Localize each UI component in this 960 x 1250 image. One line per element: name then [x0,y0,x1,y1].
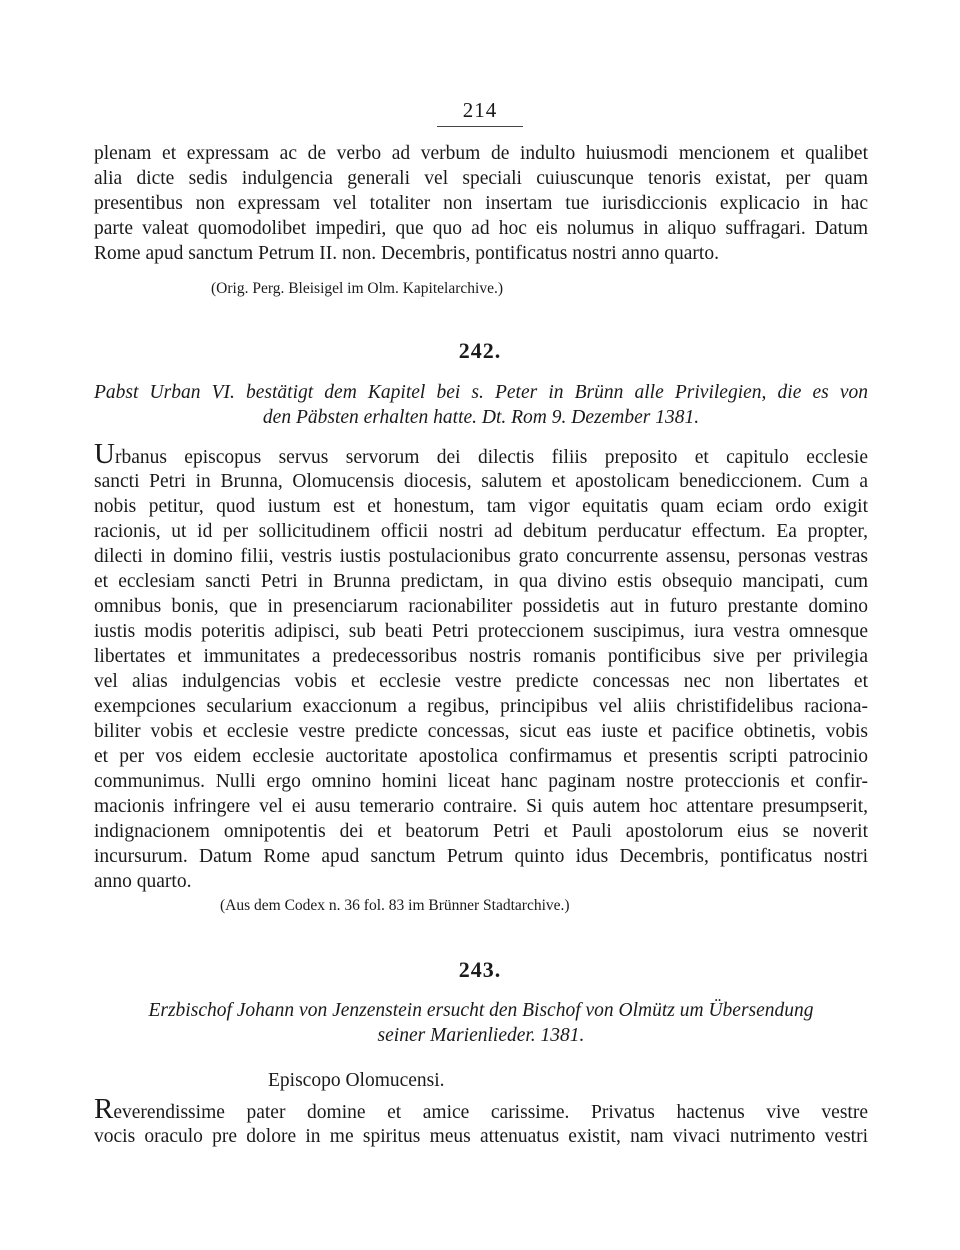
heading-line: Erzbischof Johann von Jenzenstein ersucht den Bischof von Olmütz um Übersendung [148,1000,814,1021]
text-line: presentibus non expressam vel totaliter non insertam tue iurisdiccionis explicacio in hac [94,193,868,214]
intro-source-note: (Orig. Perg. Bleisigel im Olm. Kapitelarchive.) [211,280,503,297]
document-body-243 [94,1093,868,1149]
text-line: exempciones secularium exaccionum a regibus, principibus vel aliis christifidelibus raciona- [94,696,868,717]
text-line: et per vos eidem ecclesie auctoritate apostolica confirmamus et presentis scripti patrocinio [94,746,868,767]
text-line: Rome apud sanctum Petrum II. non. Decembris, pontificatus nostri anno quarto. [94,243,719,264]
letter-address: Episcopo Olomucensi. [268,1070,445,1091]
text-line: plenam et expressam ac de verbo ad verbum de indulto huiusmodi mencionem et qualibet [94,143,868,164]
text-line: incursurum. Datum Rome apud sanctum Petrum quinto idus Decembris, pontificatus nostri [94,846,868,867]
heading-line: seiner Marienlieder. 1381. [377,1025,585,1046]
text-line: indignacionem omnipotentis dei et beatorum Petri et Pauli apostolorum eius se noverit [94,821,868,842]
first-text-line [94,1093,868,1125]
first-line-text: rbanus episcopus servus servorum dei dilectis filiis preposito et capitulo ecclesie [114,447,868,468]
document-number-242: 242. [458,338,502,363]
document-number-243: 243. [458,957,502,982]
text-line: et ecclesiam sancti Petri in Brunna predictam, in qua divino estis obsequio mancipati, cum [94,571,868,592]
text-line: vel alias indulgencias vobis et ecclesie vestre predicte concessas nec non libertates et [94,671,868,692]
text-line: communimus. Nulli ergo omnino homini liceat hanc paginam nostre proteccionis et confir- [94,771,868,792]
page-number-rule [437,126,523,127]
page-number: 214 [462,98,498,122]
first-text-line [94,438,868,470]
text-line: omnibus bonis, que in presenciarum racionabiliter possidetis aut in futuro prestante domino [94,596,868,617]
intro-paragraph [94,141,868,266]
text-line: racionis, ut id per sollicitudinem officii nostri ad debitum perducatur effectum. Ea propter, [94,521,868,542]
first-line-text: everendissime pater domine et amice carissime. Privatus hactenus vive vestre [113,1102,868,1123]
text-line: anno quarto. [94,871,192,892]
text-line: alia dicte sedis indulgencia generali vel speciali cuiuscunque tenoris existat, per quam [94,168,868,189]
text-line: sancti Petri in Brunna, Olomucensis diocesis, salutem et apostolicam benediccionem. Cum a [94,471,868,492]
text-line: biliter vobis et ecclesie vestre predicte concessas, sicut eas iuste et pacifice obtinetis, vobis [94,721,868,742]
initial-letter: U [94,438,115,470]
text-line: vocis oraculo pre dolore in me spiritus meus attenuatus existit, nam vivaci nutrimento vestri [94,1126,868,1147]
document-body-242 [94,438,868,894]
text-line: iustis modis poteritis adipisci, sub beati Petri proteccionem suscipimus, iura vestra omnesque [94,621,868,642]
text-line: dilecti in domino filii, vestris iustis postulacionibus grato concurrente assensu, personas vestras [94,546,868,567]
text-line: libertates et immunitates a predecessoribus nostris romanis pontificibus sive per privilegia [94,646,868,667]
document-heading-243 [94,998,868,1048]
document-source-note-242: (Aus dem Codex n. 36 fol. 83 im Brünner Stadtarchive.) [220,897,570,914]
initial-letter: R [94,1093,114,1125]
document-heading-242 [94,380,868,430]
text-line: nobis petitur, quod iustum est et honestum, tam vigor equitatis quam eciam ordo exigit [94,496,868,517]
text-line: parte valeat quomodolibet impediri, que quo ad hoc eis nolumus in aliquo suffragari. Datum [94,218,868,239]
heading-line: den Päbsten erhalten hatte. Dt. Rom 9. Dezember 1381. [262,407,700,428]
text-line: macionis infringere vel ei ausu temerario contraire. Si quis autem hoc attentare presumpserit, [94,796,868,817]
heading-line: Pabst Urban VI. bestätigt dem Kapitel bei s. Peter in Brünn alle Privilegien, die es von [94,382,868,403]
